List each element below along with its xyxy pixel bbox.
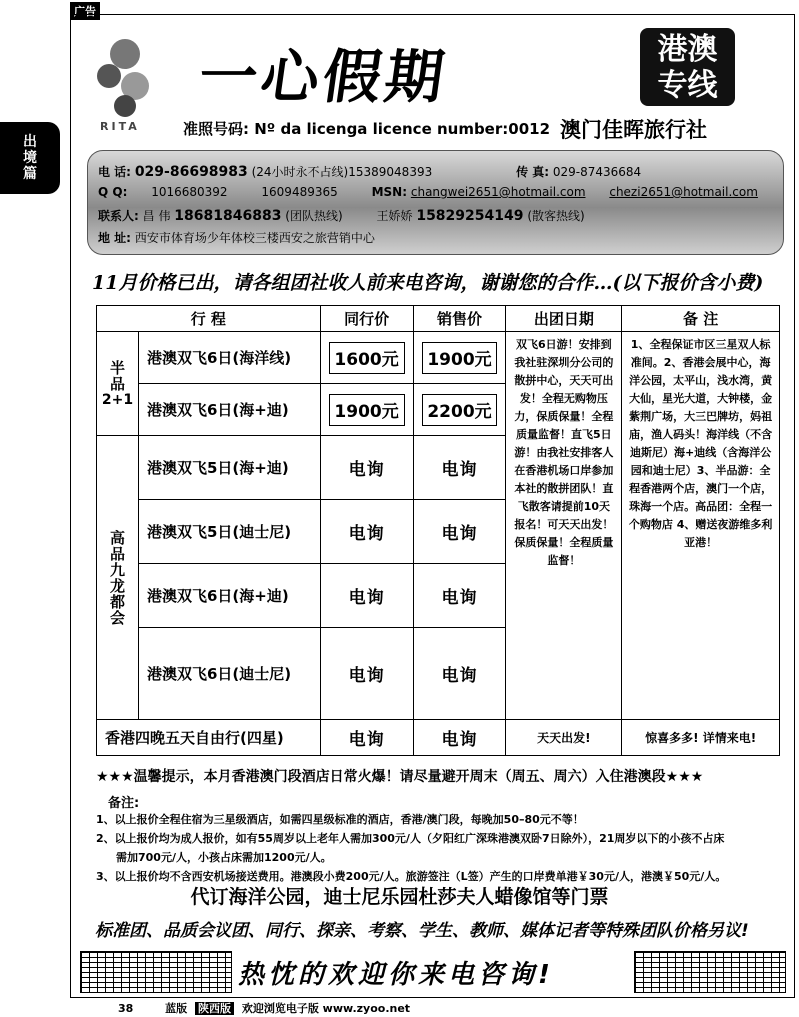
brand-title: 一心假期	[194, 43, 453, 111]
phone-label: 电 话:	[98, 165, 131, 179]
edition-badge: 陕西版	[195, 1002, 234, 1015]
sale-price-cell: 2200元	[413, 384, 506, 436]
sale-price-cell: 电询	[413, 436, 506, 500]
peer-price-cell: 1900元	[320, 384, 413, 436]
contact-panel	[87, 150, 784, 255]
badge-line: 专线	[657, 68, 718, 103]
route-cell: 香港四晚五天自由行(四星)	[97, 720, 321, 756]
col-header-remarks: 备 注	[622, 306, 780, 332]
contact-name: 王娇娇	[376, 209, 413, 223]
section-tab-char: 出	[23, 134, 37, 150]
contact-phone: 18681846883	[174, 208, 282, 224]
note-item: 需加700元/人，小孩占床需加1200元/人。	[116, 851, 332, 864]
phone-row	[98, 163, 641, 180]
price-announcement: 11月价格已出，请各组团社收人前来电咨询，谢谢您的合作…(以下报价含小费)	[92, 272, 764, 294]
contact-note: (散客热线)	[527, 209, 585, 223]
msn-label: MSN:	[371, 185, 408, 199]
remarks-cell: 惊喜多多! 详情来电!	[622, 720, 780, 756]
address-label: 地 址:	[98, 231, 131, 245]
note-item: 1、以上报价全程住宿为三星级酒店，如需四星级标准的酒店，香港/澳门段，每晚加50–80元不等！	[96, 813, 584, 826]
page-footer	[118, 1000, 410, 1016]
route-cell: 港澳双飞6日(迪士尼)	[138, 628, 320, 720]
ticket-service: 代订海洋公园，迪士尼乐园杜莎夫人蜡像馆等门票	[190, 886, 609, 908]
site-link[interactable]: 欢迎浏览电子版 www.zyoo.net	[241, 1002, 411, 1015]
logo-text: RITA	[100, 120, 140, 133]
contact-label: 联系人:	[98, 209, 139, 223]
note-item: 3、以上报价均不含西安机场接送费用。港澳段小费200元/人。旅游签注（L签）产生的口岸费单港￥30元/人，港澳￥50元/人。	[96, 870, 727, 883]
agency-name: 澳门佳晖旅行社	[560, 118, 707, 142]
notes-title: 备注:	[108, 796, 140, 811]
remarks-note: 1、全程保证市区三星双人标准间。2、香港会展中心，海洋公园，太平山，浅水湾，黄大仙，星光大道，大钟楼，金紫荆广场，大三巴牌坊，妈祖庙，渔人码头！海洋线（不含迪斯尼）海+迪线（含海洋公园和迪士尼）3、半品游：全程香港两个店，澳门一个店，珠海一个店。高品团：全程一个购物店 4、赠送夜游维多利亚港！	[622, 332, 780, 720]
im-row	[98, 185, 758, 199]
contact-person-row	[98, 207, 585, 224]
contact-note: (团队热线)	[285, 209, 343, 223]
phone-number: 029-86698983	[134, 164, 248, 180]
sale-price-cell: 电询	[413, 720, 506, 756]
route-cell: 港澳双飞5日(迪士尼)	[138, 500, 320, 564]
col-header-sale-price: 销售价	[413, 306, 506, 332]
note-item: 2、以上报价均为成人报价，如有55周岁以上老年人需加300元/人（夕阳红广深珠港澳双卧7日除外），21周岁以下的小孩不占床	[96, 832, 725, 845]
peer-price-cell: 电询	[320, 564, 413, 628]
route-cell: 港澳双飞6日(海洋线)	[138, 332, 320, 384]
section-tab-char: 境	[23, 150, 37, 166]
decor-lines-right	[634, 951, 786, 993]
route-cell: 港澳双飞6日(海+迪)	[138, 564, 320, 628]
qq-number: 1609489365	[261, 185, 338, 199]
sale-price-cell: 1900元	[413, 332, 506, 384]
col-header-peer-price: 同行价	[320, 306, 413, 332]
peer-price-cell: 电询	[320, 720, 413, 756]
section-tab	[0, 122, 60, 194]
group-label-premium: 高品九龙都会	[97, 436, 139, 720]
sale-price-cell: 电询	[413, 500, 506, 564]
table-row	[97, 720, 780, 756]
ad-tag: 广告	[70, 2, 100, 20]
special-groups: 标准团、品质会议团、同行、探亲、考察、学生、教师、媒体记者等特殊团队价格另议!	[95, 921, 749, 941]
departure-cell: 天天出发!	[506, 720, 622, 756]
qq-label: Q Q:	[98, 185, 128, 199]
contact-name: 昌 伟	[142, 209, 171, 223]
group-label-standard: 半品 2+1	[97, 332, 139, 436]
page-number: 38	[118, 1002, 134, 1015]
peer-price-cell: 1600元	[320, 332, 413, 384]
peer-price-cell: 电询	[320, 628, 413, 720]
route-cell: 港澳双飞6日(海+迪)	[138, 384, 320, 436]
badge-line: 港澳	[657, 32, 718, 67]
peer-price-cell: 电询	[320, 500, 413, 564]
decor-lines-left	[80, 951, 232, 993]
col-header-departure: 出团日期	[506, 306, 622, 332]
msn-link[interactable]: chezi2651@hotmail.com	[609, 185, 758, 199]
contact-phone: 15829254149	[416, 208, 524, 224]
price-table	[96, 305, 780, 756]
section-tab-char: 篇	[23, 166, 37, 182]
route-badge	[640, 28, 735, 106]
sale-price-cell: 电询	[413, 628, 506, 720]
table-header-row	[97, 306, 780, 332]
departure-note: 双飞6日游！安排到我社驻深圳分公司的散拼中心，天天可出发！全程无购物压力，保质保量！全程质量监督！直飞5日游！由我社安排客人在香港机场口岸参加本社的散拼团队！直飞散客请提前10天报名！可天天出发！保质保量！全程质量监督！	[506, 332, 622, 720]
edition-prefix: 蓝版	[165, 1002, 188, 1015]
sale-price-cell: 电询	[413, 564, 506, 628]
license-number: 准照号码: Nº da licenga licence number:0012	[183, 120, 551, 138]
warm-tip: ★★★温馨提示，本月香港澳门段酒店日常火爆！请尽量避开周末（周五、周六）入住港澳段★★★	[96, 769, 704, 785]
phone-note: (24小时永不占线)15389048393	[251, 165, 433, 179]
col-header-route: 行 程	[97, 306, 321, 332]
fax-number: 029-87436684	[552, 165, 642, 179]
rita-logo-icon	[95, 34, 155, 122]
table-row	[97, 332, 780, 384]
welcome-slogan: 热忱的欢迎你来电咨询!	[238, 960, 554, 990]
address-text: 西安市体育场少年体校三楼西安之旅营销中心	[134, 231, 375, 245]
qq-number: 1016680392	[151, 185, 228, 199]
route-cell: 港澳双飞5日(海+迪)	[138, 436, 320, 500]
msn-link[interactable]: changwei2651@hotmail.com	[410, 185, 586, 199]
address-row	[98, 229, 375, 246]
fax-label: 传 真:	[516, 165, 550, 179]
peer-price-cell: 电询	[320, 436, 413, 500]
